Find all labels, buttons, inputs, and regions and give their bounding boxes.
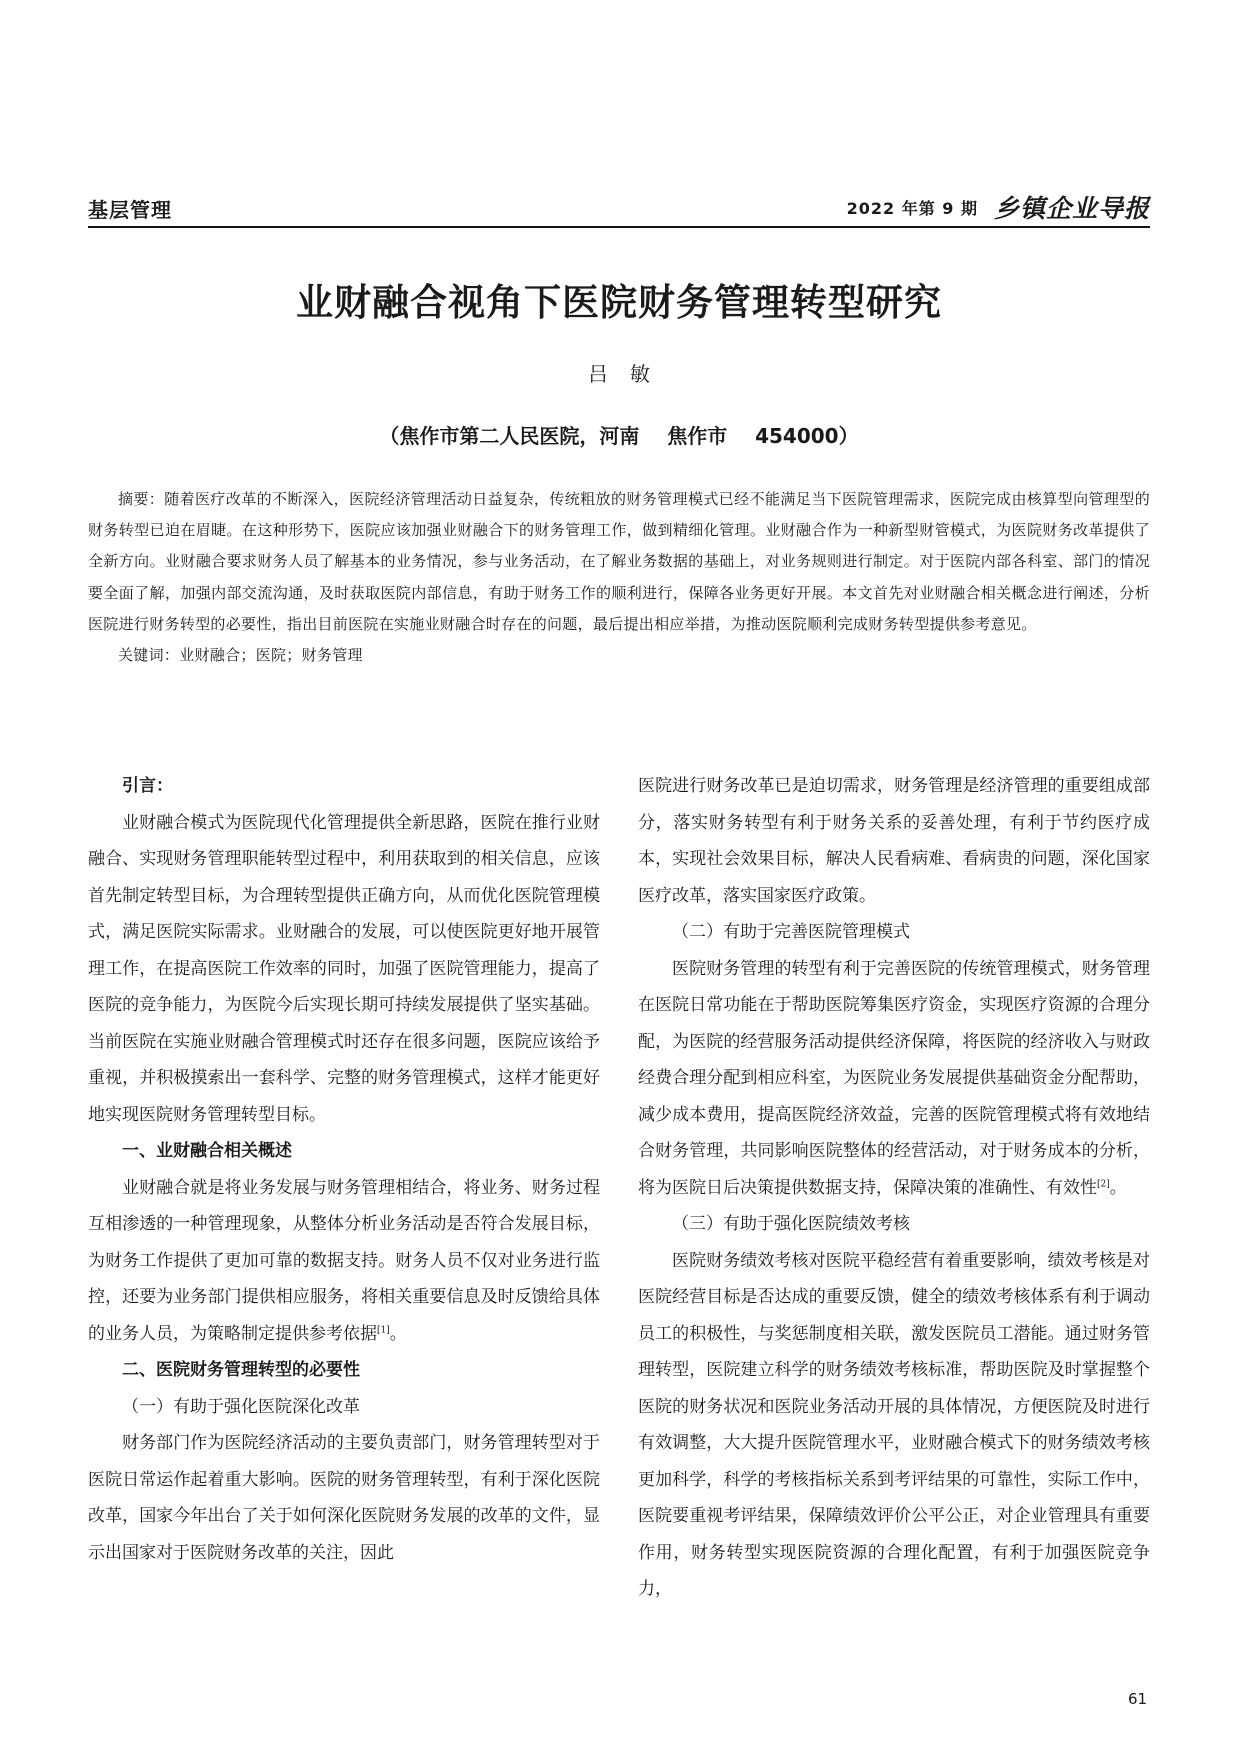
section-1-heading: 一、业财融合相关概述 [122, 1141, 292, 1161]
right-column [638, 768, 1150, 1608]
citation-ref-2[interactable]: [2] [1097, 1178, 1110, 1189]
paper-title: 业财融合视角下医院财务管理转型研究 [296, 281, 942, 324]
page-number: 61 [1128, 1690, 1148, 1708]
issue-label: 2022 年第 9 期 [846, 199, 978, 218]
citation-ref-1[interactable]: [1] [377, 1324, 390, 1335]
section-label: 基层管理 [88, 198, 172, 222]
section-2-text-2: 医院财务管理的转型有利于完善医院的传统管理模式，财务管理在医院日常功能在于帮助医院筹集医疗资金，实现医疗资源的合理分配，为医院的经营服务活动提供经济保障，将医院的经济收入与财政经费合理分配到相应科室，为医院业务发展提供基础资金分配帮助，减少成本费用，提高医院经济效益，完善的医院管理模式将有效地结合财务管理，共同影响医院整体的经营活动，对于财务成本的分析，将为医院日后决策提供数据支持，保障决策的准确性、有效性 [638, 958, 1150, 1198]
intro-heading: 引言： [122, 776, 173, 796]
author-name: 吕敏 [588, 362, 672, 386]
section-2-paragraph-1: 财务部门作为医院经济活动的主要负责部门，财务管理转型对于医院日常运作起着重大影响。医院的财务管理转型，有利于深化医院改革，国家今年出台了关于如何深化医院财务发展的改革的文件，显示出国家对于医院财务改革的关注，因此 [88, 1433, 600, 1563]
section-1-end: 。 [389, 1323, 407, 1344]
section-2-subheading-3: （三）有助于强化医院绩效考核 [672, 1214, 910, 1234]
abstract-text: 摘要：随着医疗改革的不断深入，医院经济管理活动日益复杂，传统粗放的财务管理模式已经不能满足当下医院管理需求，医院完成由核算型向管理型的财务转型已迫在眉睫。在这种形势下，医院应该加强业财融合下的财务管理工作，做到精细化管理。业财融合作为一种新型财管模式，为医院财务改革提供了全新方向。业财融合要求财务人员了解基本的业务情况，参与业务活动，在了解业务数据的基础上，对业务规则进行制定。对于医院内部各科室、部门的情况要全面了解，加强内部交流沟通，及时获取医院内部信息，有助于财务工作的顺利进行，保障各业务更好开展。本文首先对业财融合相关概念进行阐述，分析医院进行财务转型的必要性，指出目前医院在实施业财融合时存在的问题，最后提出相应举措，为推动医院顺利完成财务转型提供参考意见。 [88, 490, 1150, 633]
continued-paragraph: 医院进行财务改革已是迫切需求，财务管理是经济管理的重要组成部分，落实财务转型有利于财务关系的妥善处理，有利于节约医疗成本，实现社会效果目标，解决人民看病难、看病贵的问题，深化国家医疗改革，落实国家医疗政策。 [638, 776, 1150, 906]
section-2-paragraph-3: 医院财务绩效考核对医院平稳经营有着重要影响，绩效考核是对医院经营目标是否达成的重要反馈，健全的绩效考核体系有利于调动员工的积极性，与奖惩制度相关联，激发医院员工潜能。通过财务管理转型，医院建立科学的财务绩效考核标准，帮助医院及时掌握整个医院的财务状况和医院业务活动开展的具体情况，方便医院及时进行有效调整，大大提升医院管理水平，业财融合模式下的财务绩效考核更加科学，科学的考核指标关系到考评结果的可靠性，实际工作中，医院要重视考评结果，保障绩效评价公平公正，对企业管理具有重要作用，财务转型实现医院资源的合理化配置，有利于加强医院竞争力， [638, 1250, 1150, 1599]
journal-name: 乡镇企业导报 [993, 194, 1150, 223]
intro-paragraph: 业财融合模式为医院现代化管理提供全新思路，医院在推行业财融合、实现财务管理职能转型过程中，利用获取到的相关信息，应该首先制定转型目标，为合理转型提供正确方向，从而优化医院管理模式，满足医院实际需求。业财融合的发展，可以使医院更好地开展管理工作，在提高医院工作效率的同时，加强了医院管理能力，提高了医院的竞争能力，为医院今后实现长期可持续发展提供了坚实基础。当前医院在实施业财融合管理模式时还存在很多问题，医院应该给予重视，并积极摸索出一套科学、完整的财务管理模式，这样才能更好地实现医院财务管理转型目标。 [88, 812, 600, 1125]
keywords-line: 关键词：业财融合；医院；财务管理 [118, 646, 363, 665]
author-affiliation: （焦作市第二人民医院，河南 焦作市 454000） [379, 424, 859, 448]
running-header [88, 190, 1150, 228]
section-2-end-2: 。 [1109, 1177, 1127, 1198]
section-1-text: 业财融合就是将业务发展与财务管理相结合，将业务、财务过程互相渗透的一种管理现象，从整体分析业务活动是否符合发展目标，为财务工作提供了更加可靠的数据支持。财务人员不仅对业务进行监控，还要为业务部门提供相应服务，将相关重要信息及时反馈给具体的业务人员，为策略制定提供参考依据 [88, 1177, 600, 1344]
section-2-paragraph-2 [638, 951, 1150, 1207]
section-2-subheading-2: （二）有助于完善医院管理模式 [672, 922, 910, 942]
section-2-subheading-1: （一）有助于强化医院深化改革 [122, 1396, 360, 1417]
section-2-heading: 二、医院财务管理转型的必要性 [122, 1360, 360, 1380]
section-1-paragraph [88, 1170, 600, 1353]
abstract-block [88, 484, 1150, 671]
left-column [88, 768, 600, 1571]
